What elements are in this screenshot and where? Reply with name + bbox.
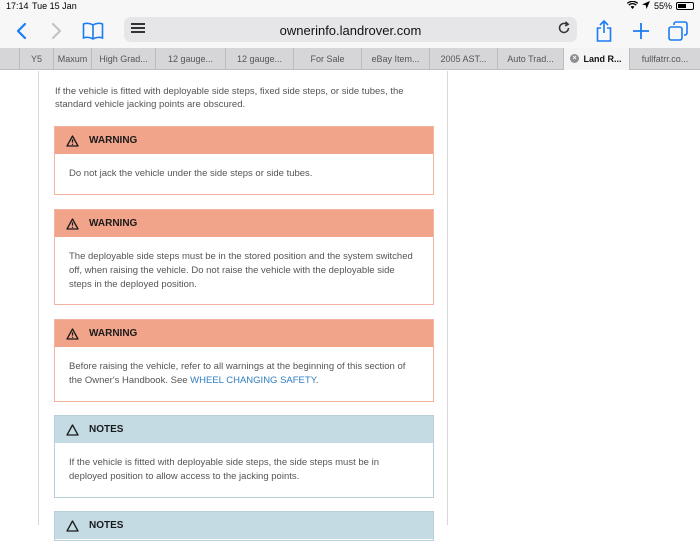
address-bar[interactable] xyxy=(124,17,577,42)
new-tab-button[interactable] xyxy=(628,18,654,44)
notes-triangle-icon xyxy=(66,520,79,532)
warning-triangle-icon xyxy=(66,328,79,340)
forward-chevron-icon xyxy=(51,22,63,40)
battery-icon xyxy=(676,2,694,10)
book-icon xyxy=(82,22,104,40)
bookmarks-button[interactable] xyxy=(80,18,106,44)
status-bar xyxy=(0,0,700,14)
tab-maxum[interactable]: Maxum xyxy=(54,48,92,70)
warning-header-2 xyxy=(55,210,433,237)
tab-2005-ast[interactable]: 2005 AST... xyxy=(430,48,498,70)
back-button[interactable] xyxy=(8,18,34,44)
close-tab-icon[interactable]: × xyxy=(570,54,579,63)
warning-title-1: WARNING xyxy=(89,135,138,146)
plus-icon xyxy=(632,22,650,40)
notes-box-2 xyxy=(54,511,434,541)
page-content xyxy=(38,71,448,531)
warning-box-3 xyxy=(54,319,434,402)
tab-y5[interactable]: Y5 xyxy=(20,48,54,70)
battery-percent: 55% xyxy=(653,1,672,11)
warning-body-2: The deployable side steps must be in the stored position and the system switched off, when raising the vehicle. Do not raise the vehicle with the deployable side steps in the deployed position. xyxy=(69,251,413,290)
tab-land-rover-label: Land R... xyxy=(583,54,622,64)
reload-icon[interactable] xyxy=(557,21,571,38)
share-icon xyxy=(596,20,612,42)
tab-land-rover-active[interactable] xyxy=(564,48,630,70)
tab-for-sale[interactable]: For Sale xyxy=(294,48,362,70)
warning-title-2: WARNING xyxy=(89,218,138,229)
wheel-changing-safety-link[interactable]: WHEEL CHANGING SAFETY xyxy=(190,375,316,386)
location-icon xyxy=(642,1,650,11)
notes-box-1 xyxy=(54,415,434,498)
warning-header-1 xyxy=(55,127,433,154)
tab-fullfatrr[interactable]: fullfatrr.co... xyxy=(641,54,689,64)
warning-triangle-icon xyxy=(66,135,79,147)
status-right xyxy=(627,1,694,11)
url-text[interactable]: ownerinfo.landrover.com xyxy=(279,23,422,38)
notes-title-1: NOTES xyxy=(89,424,124,435)
warning-box-2 xyxy=(54,209,434,305)
status-date: Tue 15 Jan xyxy=(32,1,77,11)
status-time: 17:14 xyxy=(6,1,29,11)
tab-ebay-item[interactable]: eBay Item... xyxy=(362,48,430,70)
warning-triangle-icon xyxy=(66,218,79,230)
warning-body-3 xyxy=(55,347,433,388)
notes-header-1 xyxy=(55,416,433,443)
warning-header-3 xyxy=(55,320,433,347)
tab-auto-trad[interactable]: Auto Trad... xyxy=(498,48,564,70)
tab-high-grad[interactable]: High Grad... xyxy=(92,48,156,70)
tab-12-gauge-2[interactable]: 12 gauge... xyxy=(226,48,294,70)
notes-body-1: If the vehicle is fitted with deployable side steps, the side steps must be in deployed position to allow access to the jacking points. xyxy=(69,457,379,482)
notes-header-2 xyxy=(55,512,433,539)
back-chevron-icon xyxy=(15,22,27,40)
intro-text: If the vehicle is fitted with deployable side steps, fixed side steps, or side tubes, the standard vehicle jacking points are obscured. xyxy=(55,86,404,110)
share-button[interactable] xyxy=(591,18,617,44)
warning-body-3-end: . xyxy=(315,375,319,386)
tab-bar xyxy=(0,48,700,70)
tabs-icon xyxy=(668,21,688,41)
warning-body-3-text: Before raising the vehicle, refer to all warnings at the beginning of this section of the Owner's Handbook. See xyxy=(69,361,406,386)
forward-button[interactable] xyxy=(44,18,70,44)
warning-box-1 xyxy=(54,126,434,195)
warning-title-3: WARNING xyxy=(89,328,138,339)
warning-body-1: Do not jack the vehicle under the side steps or side tubes. xyxy=(69,168,313,179)
notes-triangle-icon xyxy=(66,424,79,436)
wifi-icon xyxy=(627,1,638,11)
browser-toolbar xyxy=(0,14,700,48)
notes-title-2: NOTES xyxy=(89,520,124,531)
tab-stack-marker[interactable] xyxy=(0,48,20,70)
tabs-overview-button[interactable] xyxy=(665,18,691,44)
tab-12-gauge-1[interactable]: 12 gauge... xyxy=(156,48,226,70)
